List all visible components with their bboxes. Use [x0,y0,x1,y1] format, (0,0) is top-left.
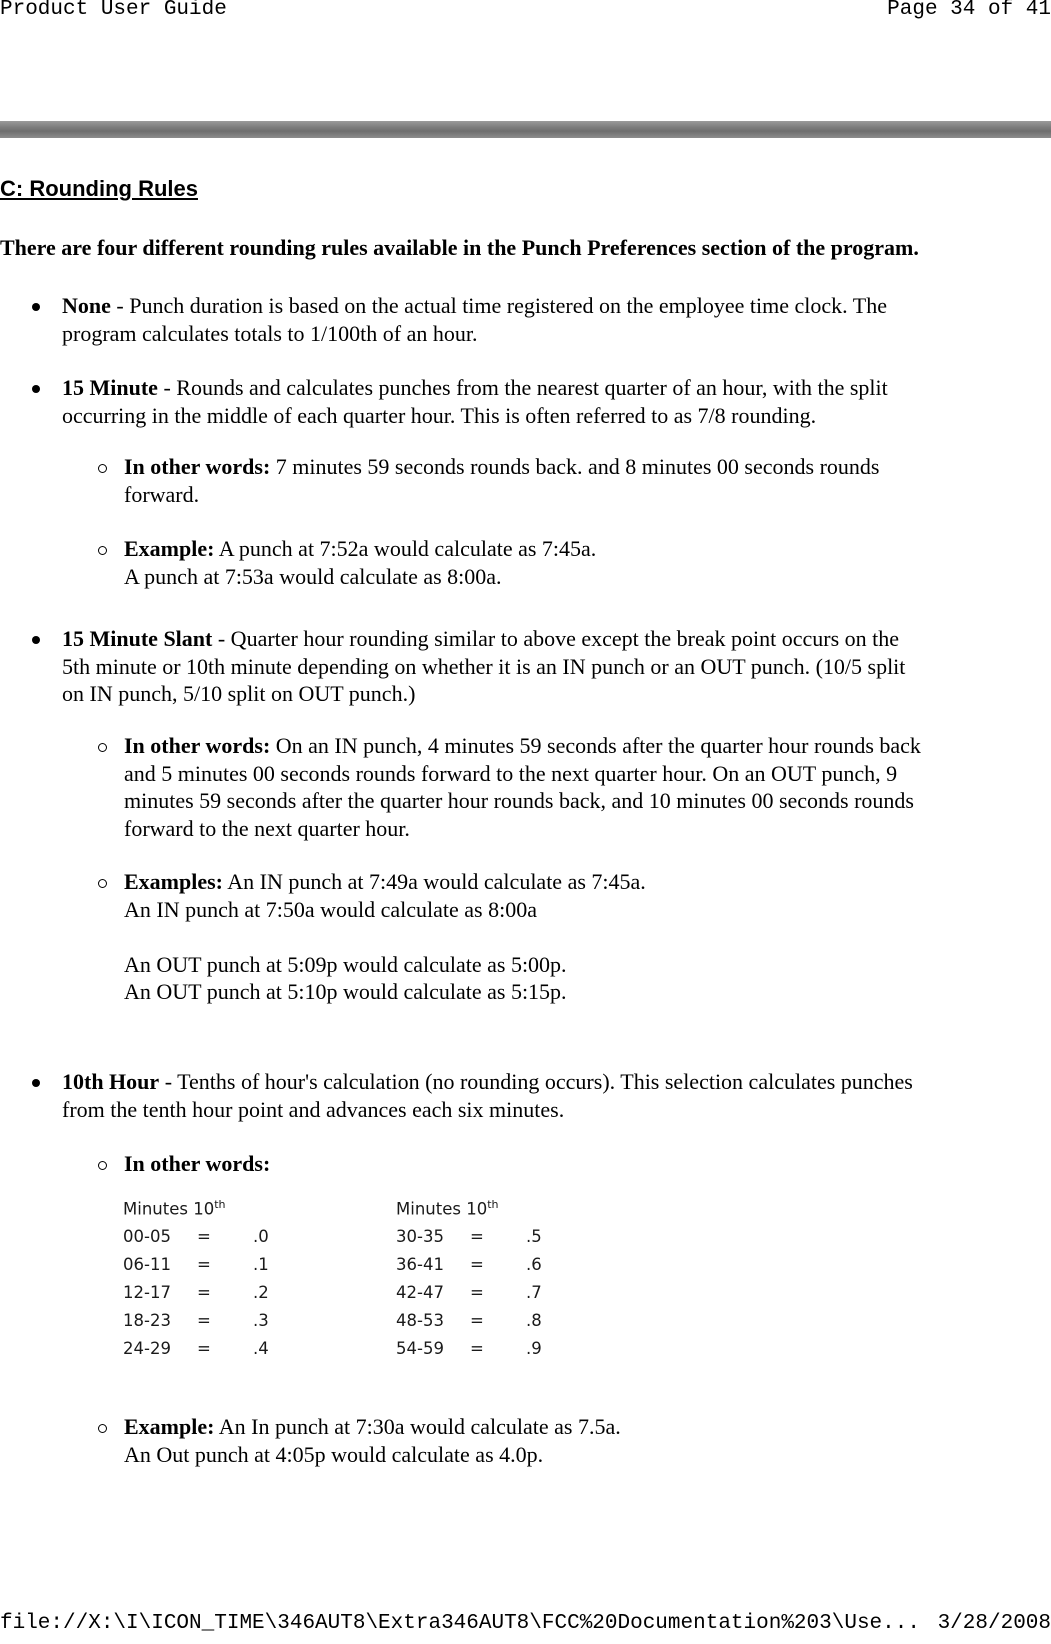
tenth-table-header-sup: th [214,1198,226,1211]
equals-cell: = [197,1255,211,1274]
other-words-text: 7 minutes 59 seconds rounds back. and 8 minutes 00 seconds rounds [270,454,880,479]
rule-10th-term: 10th Hour [62,1069,160,1094]
rule-slant-examples [124,868,646,1006]
rule-10th-text-2: from the tenth hour point and advances each six minutes. [62,1096,565,1122]
other-words-label: In other words: [124,454,271,479]
value-cell: .0 [253,1227,269,1246]
tenth-table-header-sup: th [487,1198,499,1211]
range-cell: 12-17 [123,1283,171,1302]
circle-bullet-icon [98,464,107,473]
example-text-2: A punch at 7:53a would calculate as 8:00a. [124,563,502,589]
rule-15-minute-term: 15 Minute [62,375,158,400]
equals-cell: = [197,1227,211,1246]
page-footer-file-path: file://X:\I\ICON_TIME\346AUT8\Extra346AUT8\FCC%20Documentation%203\Use... [0,1612,920,1635]
other-words-label: In other words: [124,733,271,758]
other-words-text-4: forward to the next quarter hour. [124,815,410,841]
rule-15-minute-text-2: occurring in the middle of each quarter hour. This is often referred to as 7/8 rounding. [62,402,817,428]
value-cell: .2 [253,1283,269,1302]
equals-cell: = [470,1255,484,1274]
range-cell: 36-41 [396,1255,444,1274]
other-words-text: On an IN punch, 4 minutes 59 seconds after the quarter hour rounds back [270,733,921,758]
bullet-icon [32,1079,40,1087]
page-header-page-number: Page 34 of 41 [887,0,1051,21]
rule-15-minute-other-words [124,453,879,508]
tenth-table-header-text: Minutes 10 [396,1199,488,1219]
circle-bullet-icon [98,546,107,555]
rule-15-minute [62,374,888,429]
value-cell: .1 [253,1255,269,1274]
other-words-label: In other words: [124,1151,271,1176]
rule-15-minute-text: - Rounds and calculates punches from the nearest quarter of an hour, with the split [157,375,888,400]
example-label: Example: [124,536,215,561]
rule-slant-other-words [124,732,921,842]
circle-bullet-icon [98,1424,107,1433]
equals-cell: = [470,1339,484,1358]
range-cell: 30-35 [396,1227,444,1246]
rule-none-term: None [62,293,111,318]
example-text: An IN punch at 7:49a would calculate as 7:45a. [223,869,646,894]
example-text-3: An OUT punch at 5:09p would calculate as 5:00p. [124,951,567,977]
range-cell: 00-05 [123,1227,171,1246]
tenth-table-header-text: Minutes 10 [123,1199,215,1219]
tenth-hour-table [123,1198,553,1383]
page-header-title: Product User Guide [0,0,227,21]
range-cell: 42-47 [396,1283,444,1302]
equals-cell: = [470,1311,484,1330]
equals-cell: = [197,1311,211,1330]
rule-10th-hour [62,1068,913,1123]
rule-15-minute-example [124,535,596,590]
equals-cell: = [470,1227,484,1246]
range-cell: 18-23 [123,1311,171,1330]
rule-10th-text: - Tenths of hour's calculation (no rounding occurs). This selection calculates punches [159,1069,913,1094]
value-cell: .3 [253,1311,269,1330]
circle-bullet-icon [98,879,107,888]
rule-none [62,292,887,347]
rule-slant-text-3: on IN punch, 5/10 split on OUT punch.) [62,681,416,706]
circle-bullet-icon [98,1161,107,1170]
bullet-icon [32,303,40,311]
value-cell: .4 [253,1339,269,1358]
rule-10th-example [124,1413,621,1468]
horizontal-rule [0,121,1051,138]
equals-cell: = [470,1283,484,1302]
other-words-text-3: minutes 59 seconds after the quarter hour rounds back, and 10 minutes 00 seconds rounds [124,788,914,813]
circle-bullet-icon [98,743,107,752]
other-words-text-2: and 5 minutes 00 seconds rounds forward to the next quarter hour. On an OUT punch, 9 [124,760,898,786]
example-text-2: An Out punch at 4:05p would calculate as 4.0p. [124,1441,544,1467]
value-cell: .6 [526,1255,542,1274]
value-cell: .5 [526,1227,542,1246]
example-text: An In punch at 7:30a would calculate as 7.5a. [214,1414,621,1439]
equals-cell: = [197,1339,211,1358]
example-text-2: An IN punch at 7:50a would calculate as 8:00a [124,896,537,922]
bullet-icon [32,636,40,644]
value-cell: .7 [526,1283,542,1302]
tenth-table-header [396,1198,499,1219]
rule-none-text: - Punch duration is based on the actual time registered on the employee time clock. The [110,293,887,318]
equals-cell: = [197,1283,211,1302]
range-cell: 06-11 [123,1255,171,1274]
examples-label: Examples: [124,869,223,894]
value-cell: .8 [526,1311,542,1330]
other-words-text-2: forward. [124,481,200,507]
rule-15-minute-slant [62,625,905,708]
rule-none-text-2: program calculates totals to 1/100th of an hour. [62,320,478,346]
tenth-table-header [123,1198,226,1219]
rule-slant-term: 15 Minute Slant [62,626,213,651]
page-footer-date: 3/28/2008 [937,1612,1051,1635]
section-title: C: Rounding Rules [0,176,198,201]
example-text-4: An OUT punch at 5:10p would calculate as 5:15p. [124,979,567,1004]
rule-slant-text: - Quarter hour rounding similar to above except the break point occurs on the [212,626,900,651]
bullet-icon [32,385,40,393]
example-label: Example: [124,1414,215,1439]
range-cell: 24-29 [123,1339,171,1358]
range-cell: 54-59 [396,1339,444,1358]
value-cell: .9 [526,1339,542,1358]
range-cell: 48-53 [396,1311,444,1330]
rule-10th-other-words [124,1150,270,1178]
example-text: A punch at 7:52a would calculate as 7:45a. [214,536,597,561]
rule-slant-text-2: 5th minute or 10th minute depending on whether it is an IN punch or an OUT punch. (10/5 split [62,653,906,679]
section-intro: There are four different rounding rules available in the Punch Preferences section of the program. [0,235,919,260]
